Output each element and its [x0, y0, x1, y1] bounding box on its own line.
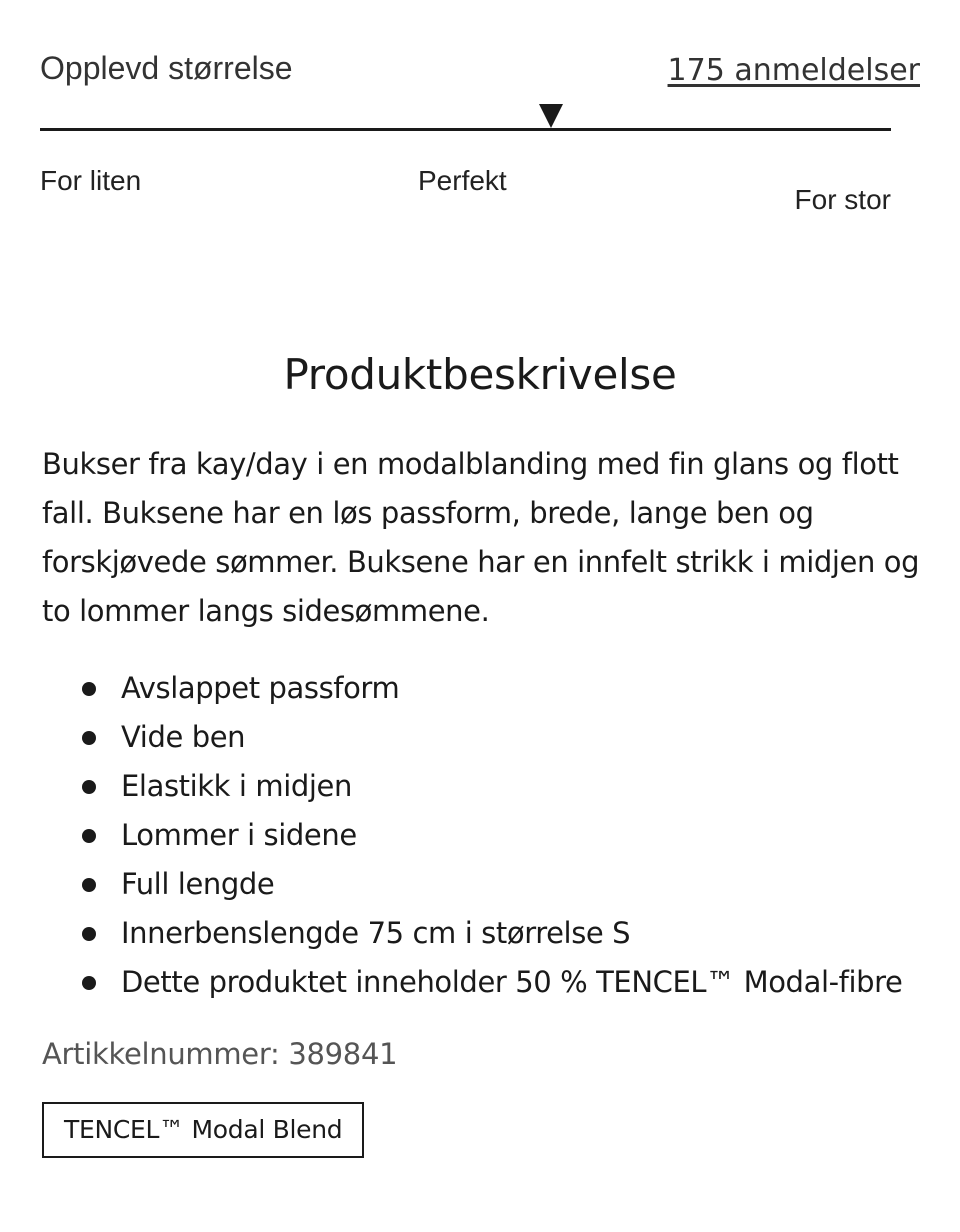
- bullet-dot-icon: [82, 731, 96, 745]
- fit-scale-bar: [40, 128, 891, 131]
- feature-text: Full lengde: [121, 867, 275, 902]
- scale-label-too-large: For stor: [794, 184, 891, 215]
- feature-text: Innerbenslengde 75 cm i størrelse S: [121, 916, 631, 951]
- product-description-heading: Produktbeskrivelse: [283, 350, 677, 399]
- feature-text: Vide ben: [121, 720, 246, 755]
- perceived-size-title: Opplevd størrelse: [40, 50, 293, 86]
- material-tag[interactable]: TENCEL™ Modal Blend: [42, 1102, 364, 1158]
- perceived-size-section: [40, 0, 920, 240]
- scale-label-perfect: Perfekt: [418, 165, 507, 196]
- feature-text: Avslappet passform: [121, 671, 400, 706]
- bullet-dot-icon: [82, 976, 96, 990]
- feature-list-item: [42, 664, 922, 713]
- product-description-section: [42, 350, 922, 1158]
- feature-list: [42, 664, 922, 1007]
- feature-list-item: [42, 713, 922, 762]
- feature-text: Dette produktet inneholder 50 % TENCEL™ Modal-fibre: [121, 965, 903, 1000]
- feature-text: Lommer i sidene: [121, 818, 357, 853]
- feature-list-item: [42, 762, 922, 811]
- bullet-dot-icon: [82, 829, 96, 843]
- article-number: Artikkelnummer: 389841: [42, 1037, 398, 1072]
- feature-list-item: [42, 958, 922, 1007]
- product-description-text: Bukser fra kay/day i en modalblanding med fin glans og flott fall. Buksene har en løs passform, brede, lange ben og forskjøvede sømmer. Buksene har en innfelt strikk i midjen og to lommer langs sidesømmene.: [42, 447, 920, 629]
- bullet-dot-icon: [82, 878, 96, 892]
- feature-list-item: [42, 811, 922, 860]
- triangle-down-icon: [539, 104, 563, 128]
- bullet-dot-icon: [82, 780, 96, 794]
- scale-label-too-small: For liten: [40, 165, 142, 196]
- feature-list-item: [42, 860, 922, 909]
- bullet-dot-icon: [82, 927, 96, 941]
- feature-text: Elastikk i midjen: [121, 769, 352, 804]
- reviews-link[interactable]: 175 anmeldelser: [667, 53, 920, 88]
- feature-list-item: [42, 909, 922, 958]
- bullet-dot-icon: [82, 682, 96, 696]
